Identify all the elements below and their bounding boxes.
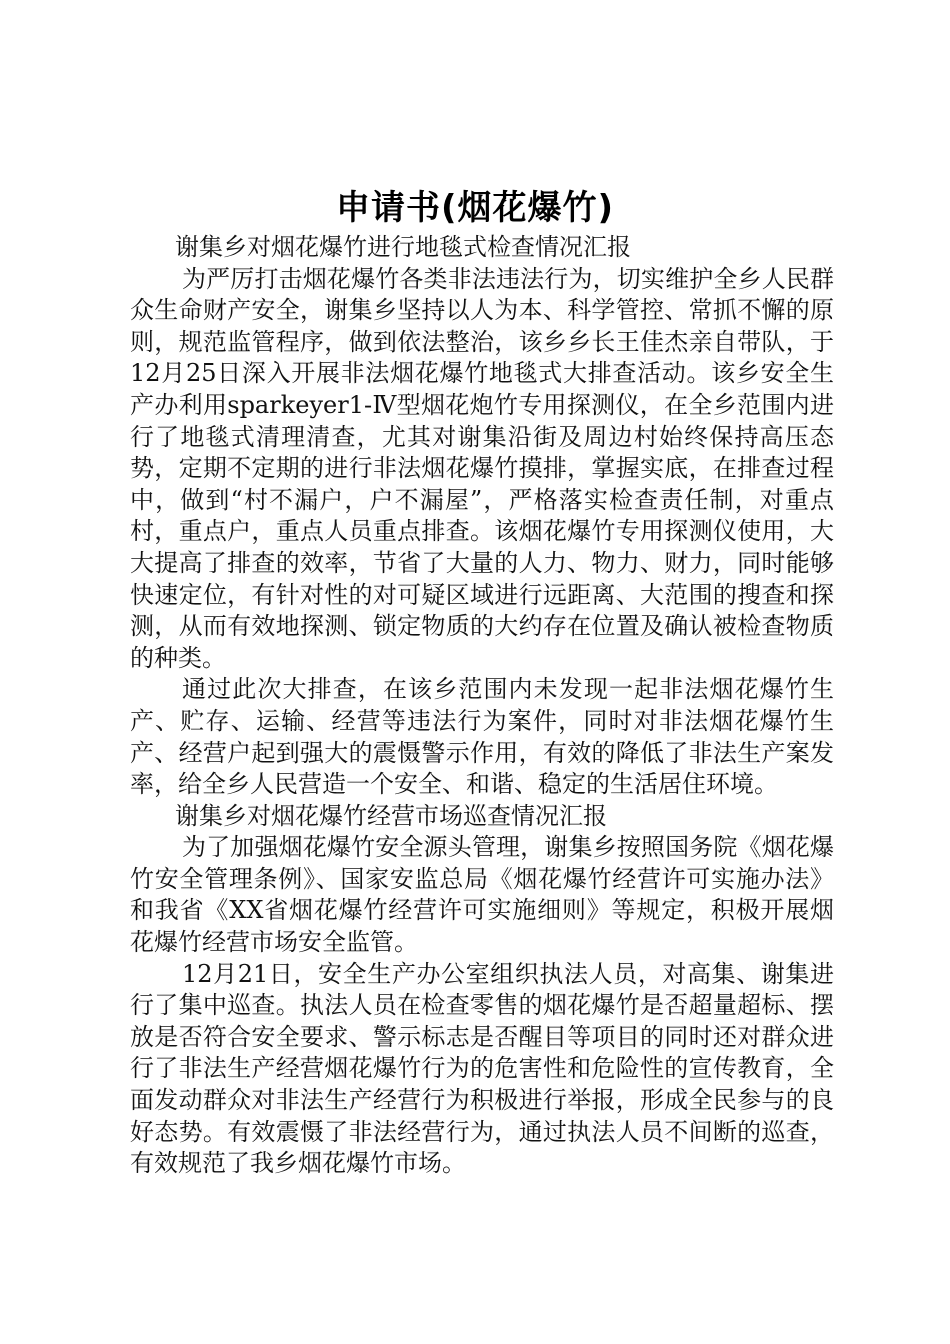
- paragraph-inspection-details: 为严厉打击烟花爆竹各类非法违法行为，切实维护全乡人民群众生命财产安全，谢集乡坚持以人为本、科学管控、常抓不懈的原则，规范监管程序，做到依法整治，该乡乡长王佳杰亲自带队，于12月25日深入开展非法烟花爆竹地毯式大排查活动。该乡安全生产办利用sparkeyer1-Ⅳ型烟花炮竹专用探测仪，在全乡范围内进行了地毯式清理清查，尤其对谢集沿街及周边村始终保持高压态势，定期不定期的进行非法烟花爆竹摸排，掌握实底，在排查过程中，做到“村不漏户，户不漏屋”，严格落实检查责任制，对重点村，重点户，重点人员重点排查。该烟花爆竹专用探测仪使用，大大提高了排查的效率，节省了大量的人力、物力、财力，同时能够快速定位，有针对性的对可疑区域进行远距离、大范围的搜查和探测，从而有效地探测、锁定物质的大约存在位置及确认被检查物质的种类。: [130, 264, 834, 672]
- document-title: 申请书(烟花爆竹): [335, 188, 615, 228]
- document-body: [130, 232, 834, 1180]
- paragraph-market-patrol: 12月21日，安全生产办公室组织执法人员，对高集、谢集进行了集中巡查。执法人员在检查零售的烟花爆竹是否超量超标、摆放是否符合安全要求、警示标志是否醒目等项目的同时还对群众进行了非法生产经营烟花爆竹行为的危害性和危险性的宣传教育，全面发动群众对非法生产经营行为积极进行举报，形成全民参与的良好态势。有效震慑了非法经营行为，通过执法人员不间断的巡查，有效规范了我乡烟花爆竹市场。: [130, 959, 834, 1178]
- section-heading-market-patrol: 谢集乡对烟花爆竹经营市场巡查情况汇报: [175, 801, 607, 830]
- paragraph-market-regulation: 为了加强烟花爆竹安全源头管理，谢集乡按照国务院《烟花爆竹安全管理条例》、国家安监总局《烟花爆竹经营许可实施办法》和我省《XX省烟花爆竹经营许可实施细则》等规定，积极开展烟花爆竹经营市场安全监管。: [130, 833, 834, 957]
- paragraph-inspection-result: 通过此次大排查，在该乡范围内未发现一起非法烟花爆竹生产、贮存、运输、经营等违法行为案件，同时对非法烟花爆竹生产、经营户起到强大的震慑警示作用，有效的降低了非法生产案发率，给全乡人民营造一个安全、和谐、稳定的生活居住环境。: [130, 675, 834, 799]
- section-heading-inspection: 谢集乡对烟花爆竹进行地毯式检查情况汇报: [175, 233, 631, 261]
